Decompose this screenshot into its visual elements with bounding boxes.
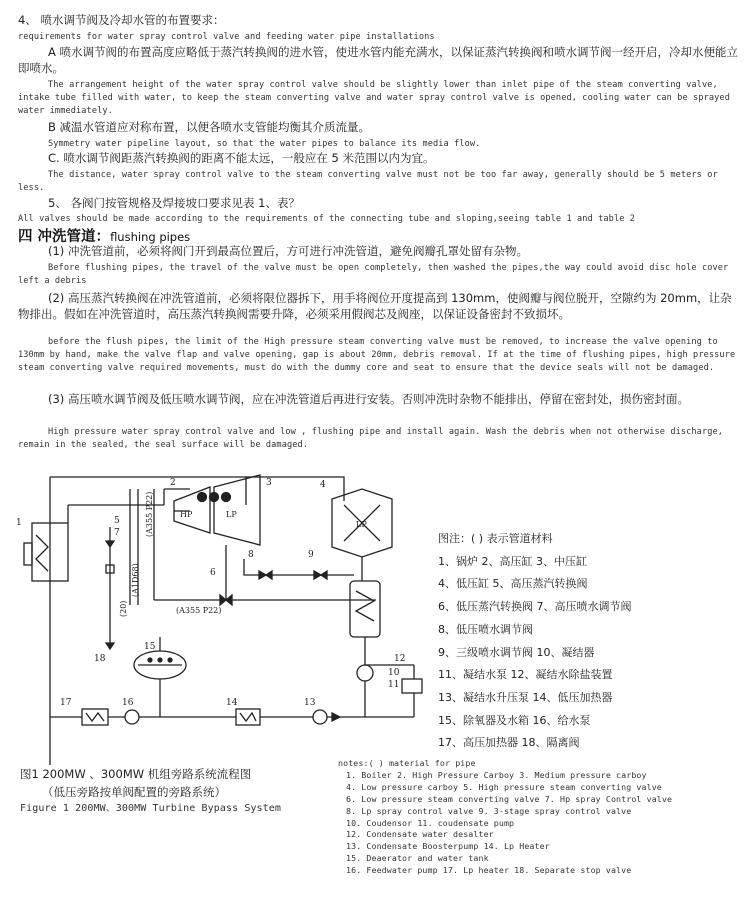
legend-row: 4、低压缸 5、高压蒸汽转换阀 <box>438 577 588 591</box>
diagram-label-5: 5 <box>114 516 120 526</box>
caption-cn-title: 图1 200MW 、300MW 机组旁路系统流程图 <box>20 767 252 781</box>
diagram-pipe-label-top: (A355 P22) <box>145 491 154 537</box>
section5-en: All valves should be made according to the requirements of the connecting tube and sloping,seeing table 1 and table 2 <box>18 214 636 224</box>
legend-row: 17、高压加热器 18、隔离阀 <box>438 736 580 750</box>
section4-a-en: The arrangement height of the water spray control valve should be slightly lower than inlet pipe of the steam converting valve, intake tube filled with water, to keep the steam converting valve and water spray control valve is opened, cooling water can be sprayed water immediately. <box>18 80 730 116</box>
flushing-p1-en: Before flushing pipes, the travel of the valve must be open completely, then washed the pipes,the way could avoid disc hole cover left a debris <box>18 263 729 286</box>
diagram-label-9: 9 <box>308 550 314 560</box>
figure-caption <box>20 765 330 817</box>
deaerator-dot-c <box>168 658 172 662</box>
booster-valve-icon <box>332 713 340 721</box>
deaerator-dot-a <box>148 658 152 662</box>
valve-6-icon-b <box>226 595 232 605</box>
flushing-p3-cn: (3) 高压喷水调节阀及低压喷水调节阀，应在冲洗管道后再进行安装。否则冲洗时杂物不能排出，停留在密封处，损伤密封面。 <box>48 392 689 406</box>
diagram-label-7: 7 <box>114 528 120 538</box>
notes-row: 4. Low pressure carboy 5. High pressure steam converting valve <box>346 781 662 792</box>
condenser-coil <box>356 591 374 621</box>
legend-row: 6、低压蒸汽转换阀 7、高压喷水调节阀 <box>438 600 632 614</box>
diagram-notes <box>338 758 738 877</box>
flushing-p1-cn: (1) 冲洗管道前，必须将阀门开到最高位置后，方可进行冲洗管道，避免阀瓣孔罩处留有杂物。 <box>48 244 528 258</box>
section4-b-en: Symmetry water pipeline layout, so that the water pipes to balance its media flow. <box>48 139 481 149</box>
notes-row: 8. Lp spray control valve 9. 3-stage spray control valve <box>346 805 632 816</box>
section4-b-cn: B 减温水管道应对称布置，以便各喷水支管能均衡其介质流量。 <box>48 120 371 134</box>
condensate-desalter <box>402 679 422 693</box>
section4-c-cn: C. 喷水调节阀距蒸汽转换阀的距离不能太远，一般应在 5 米范围以内为宜。 <box>48 151 435 165</box>
valve-8-icon-b <box>266 571 272 579</box>
section4-a-cn: A 喷水调节阀的布置高度应略低于蒸汽转换阀的进水管，使进水管内能充满水，以保证蒸汽转换阀和喷水调节阀一经开启，冷却水便能立即喷水。 <box>18 45 739 75</box>
diagram-label-2: 2 <box>170 478 176 488</box>
diagram-label-16: 16 <box>122 698 134 708</box>
diagram-label-13: 13 <box>304 698 316 708</box>
diagram-label-17: 17 <box>60 698 72 708</box>
diagram-label-10: 10 <box>388 668 400 678</box>
valve-9-icon-b <box>321 571 327 579</box>
flushing-p3-en: High pressure water spray control valve and low , flushing pipe and install again. Wash the debris when not otherwise discharge, remain in the sealed, the seal surface will be damaged. <box>18 427 724 450</box>
hp-gauge-a <box>198 493 207 502</box>
legend-row: 15、除氧器及水箱 16、给水泵 <box>438 713 591 727</box>
lp-heater <box>236 709 260 725</box>
flushing-heading-cn: 四 冲洗管道： <box>18 229 111 245</box>
caption-en: Figure 1 200MW、300MW Turbine Bypass System <box>20 803 282 814</box>
diagram-label-15: 15 <box>144 642 156 652</box>
diagram-legend <box>438 528 698 755</box>
diagram-label-6: 6 <box>210 568 216 578</box>
legend-row: 1、锅炉 2、高压缸 3、中压缸 <box>438 554 587 568</box>
caption-cn-subtitle: （低压旁路按单阀配置的旁路系统） <box>42 785 226 799</box>
notes-title: notes:( ) material for pipe <box>338 758 476 768</box>
diagram-label-3: 3 <box>266 478 272 488</box>
condensate-pump <box>357 665 373 681</box>
legend-title: 图注：( ) 表示管道材料 <box>438 532 553 545</box>
hp-gauge-c <box>222 493 231 502</box>
feedwater-pump <box>125 710 139 724</box>
diagram-label-lp-main: LP <box>226 510 237 519</box>
diagram-pipe-label-mid: (A1D68) <box>131 563 140 597</box>
flushing-p2-en: before the flush pipes, the limit of the High pressure steam converting valve must be removed, to increase the valve opening to 130mm by hand, make the valve flap and valve opening, gap is about 20mm, debris removal. If at the time of flushing pipes, high pressure steam converting valve required movements, must do with the dummy core and seat to ensure that the device seals will not be damaged. <box>18 337 736 373</box>
flushing-p2-cn: (2) 高压蒸汽转换阀在冲洗管道前，必须将限位器拆下，用手将阀位开度提高到 130mm，使阀瓣与阀位脱开，空隙约为 20mm，让杂物排出。假如在冲洗管道时，高压蒸汽转换阀需要升降，必须采用假阀芯及阀座，以保证设备密封不致损坏。 <box>18 291 732 321</box>
notes-row: 13. Condensate Boosterpump 14. Lp Heater <box>346 841 550 852</box>
lp-cylinder-main <box>214 475 260 545</box>
notes-row: 15. Deaerator and water tank <box>346 853 489 864</box>
diagram-label-1: 1 <box>16 518 22 528</box>
legend-row: 13、凝结水升压泵 14、低压加热器 <box>438 690 613 704</box>
notes-row: 10. Coudensor 11. coudensate pump <box>346 817 515 828</box>
diagram-label-11: 11 <box>388 680 400 690</box>
diagram-label-18: 18 <box>94 654 106 664</box>
notes-row: 16. Feedwater pump 17. Lp heater 18. Separate stop valve <box>346 865 632 876</box>
section4-heading-cn: 4、 喷水调节阀及冷却水管的布置要求： <box>18 13 225 27</box>
diagram-label-14: 14 <box>226 698 238 708</box>
section4-heading-en: requirements for water spray control valve and feeding water pipe installations <box>18 32 435 42</box>
top-right-pipe <box>246 477 344 501</box>
deaerator-dot-b <box>158 658 162 662</box>
boiler-side-box <box>24 543 32 565</box>
valve-5-icon <box>106 541 114 547</box>
legend-row: 11、凝结水泵 12、凝结水除盐装置 <box>438 668 613 682</box>
diagram-label-12: 12 <box>394 654 406 664</box>
diagram-label-8: 8 <box>248 550 254 560</box>
section5-cn: 5、 各阀门按管规格及焊接坡口要求见表 1、表？ <box>48 196 300 210</box>
diagram-pipe-label-small: (20) <box>119 600 128 617</box>
diagram-pipe-label-bottom: (A355 P22) <box>176 606 222 615</box>
flushing-heading-en: flushing pipes <box>110 230 191 244</box>
legend-row: 9、三级喷水调节阀 10、凝结器 <box>438 645 595 659</box>
diagram-label-4: 4 <box>320 480 326 490</box>
condenser <box>350 581 380 637</box>
notes-row: 6. Low pressure steam converting valve 7. Hp spray Control valve <box>346 793 673 804</box>
notes-row: 1. Boiler 2. High Pressure Carboy 3. Medium pressure carboy <box>346 769 647 780</box>
hp-gauge-b <box>210 493 219 502</box>
valve-8-branch <box>244 559 259 575</box>
legend-row: 8、低压喷水调节阀 <box>438 622 533 636</box>
boiler-coil <box>36 535 48 571</box>
section4-c-en: The distance, water spray control valve to the steam converting valve must not be too far away, generally should be 5 meters or less. <box>18 170 718 193</box>
diagram-label-lp: LP <box>356 520 367 529</box>
bypass-system-diagram <box>14 465 444 765</box>
booster-pump <box>313 710 327 724</box>
notes-row: 12. Condensate water desalter <box>346 829 494 840</box>
diagram-label-hp: HP <box>180 510 193 519</box>
isolation-valve-icon <box>106 643 114 649</box>
